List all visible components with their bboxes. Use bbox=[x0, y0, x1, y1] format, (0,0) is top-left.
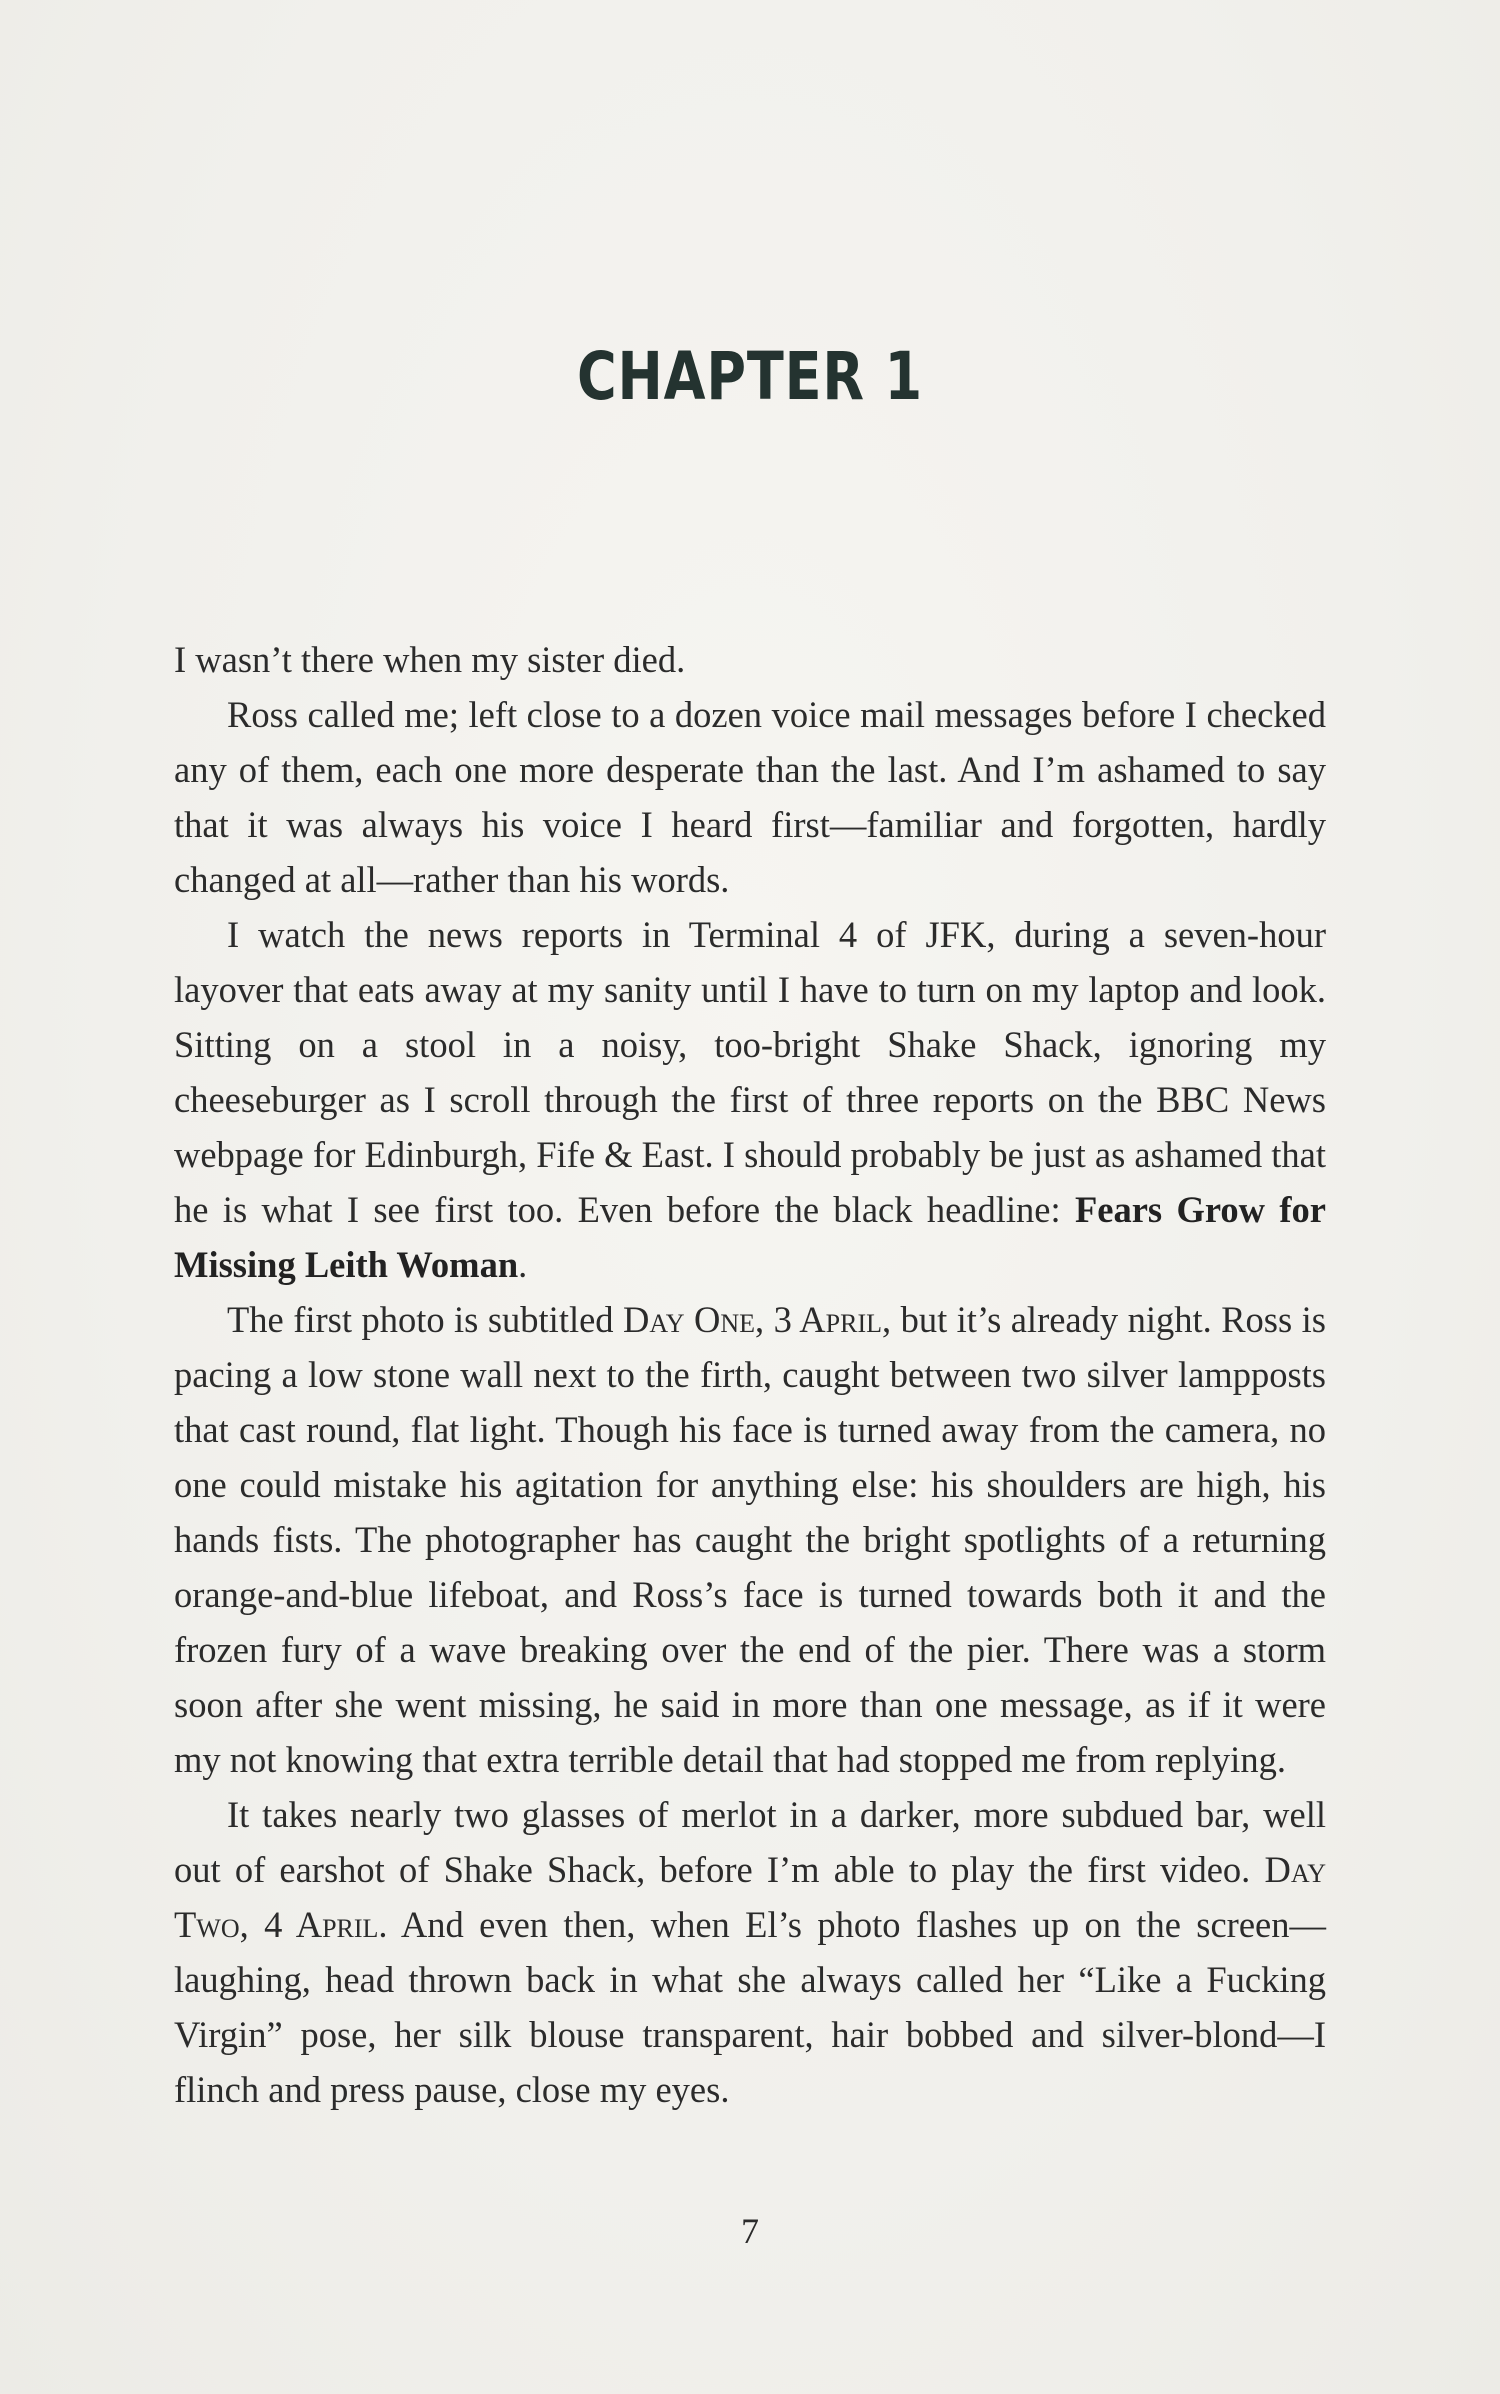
chapter-title: CHAPTER 1 bbox=[576, 338, 923, 415]
video-date-label: Day Two, 4 April bbox=[174, 1849, 1326, 1945]
paragraph-5-text-start: It takes nearly two glasses of merlot in a darker, more subdued bar, well out of earshot of Shake Shack, before I’m able to play the first video. bbox=[174, 1794, 1326, 1890]
paragraph-3-text: I watch the news reports in Terminal 4 of JFK, during a seven-hour layover that eats away at my sanity until I have to turn on my laptop and look. Sitting on a stool in a noisy, too-bright Shake Shack, ignoring my cheeseburger as I scroll through the first of three reports on the BBC News webpage for Edinburgh, Fife & East. I should probably be just as ashamed that he is what I see first too. Even before the black headline: bbox=[174, 914, 1326, 1230]
photo-date-label: Day One, 3 April bbox=[623, 1299, 882, 1340]
paragraph-5 bbox=[174, 1787, 1326, 2117]
paragraph-5-text-end: . And even then, when El’s photo flashes up on the screen—laughing, head thrown back in what she always called her “Like a Fucking Virgin” pose, her silk blouse transparent, hair bobbed and silver-blond—I flinch and press pause, close my eyes. bbox=[174, 1904, 1326, 2110]
news-headline: Fears Grow for Missing Leith Woman bbox=[174, 1189, 1326, 1285]
paragraph-1: I wasn’t there when my sister died. bbox=[174, 639, 686, 680]
page-number: 7 bbox=[741, 2211, 759, 2251]
paragraph-4-text-start: The first photo is subtitled bbox=[227, 1299, 624, 1340]
paragraph-3 bbox=[174, 907, 1326, 1292]
paragraph-4-text-end: , but it’s already night. Ross is pacing a low stone wall next to the firth, caught between two silver lampposts that cast round, flat light. Though his face is turned away from the camera, no one could mistake his agitation for anything else: his shoulders are high, his hands fists. The photographer has caught the bright spotlights of a returning orange-and-blue lifeboat, and Ross’s face is turned towards both it and the frozen fury of a wave breaking over the end of the pier. There was a storm soon after she went missing, he said in more than one message, as if it were my not knowing that extra terrible detail that had stopped me from replying. bbox=[174, 1299, 1326, 1780]
paragraph-3-end: . bbox=[518, 1244, 528, 1285]
paragraph-2: Ross called me; left close to a dozen voice mail messages before I checked any of them, each one more desperate than the last. And I’m ashamed to say that it was always his voice I heard first—familiar and forgotten, hardly changed at all—rather than his words. bbox=[174, 694, 1326, 900]
body-text bbox=[174, 632, 1326, 2117]
paragraph-4 bbox=[174, 1292, 1326, 1787]
